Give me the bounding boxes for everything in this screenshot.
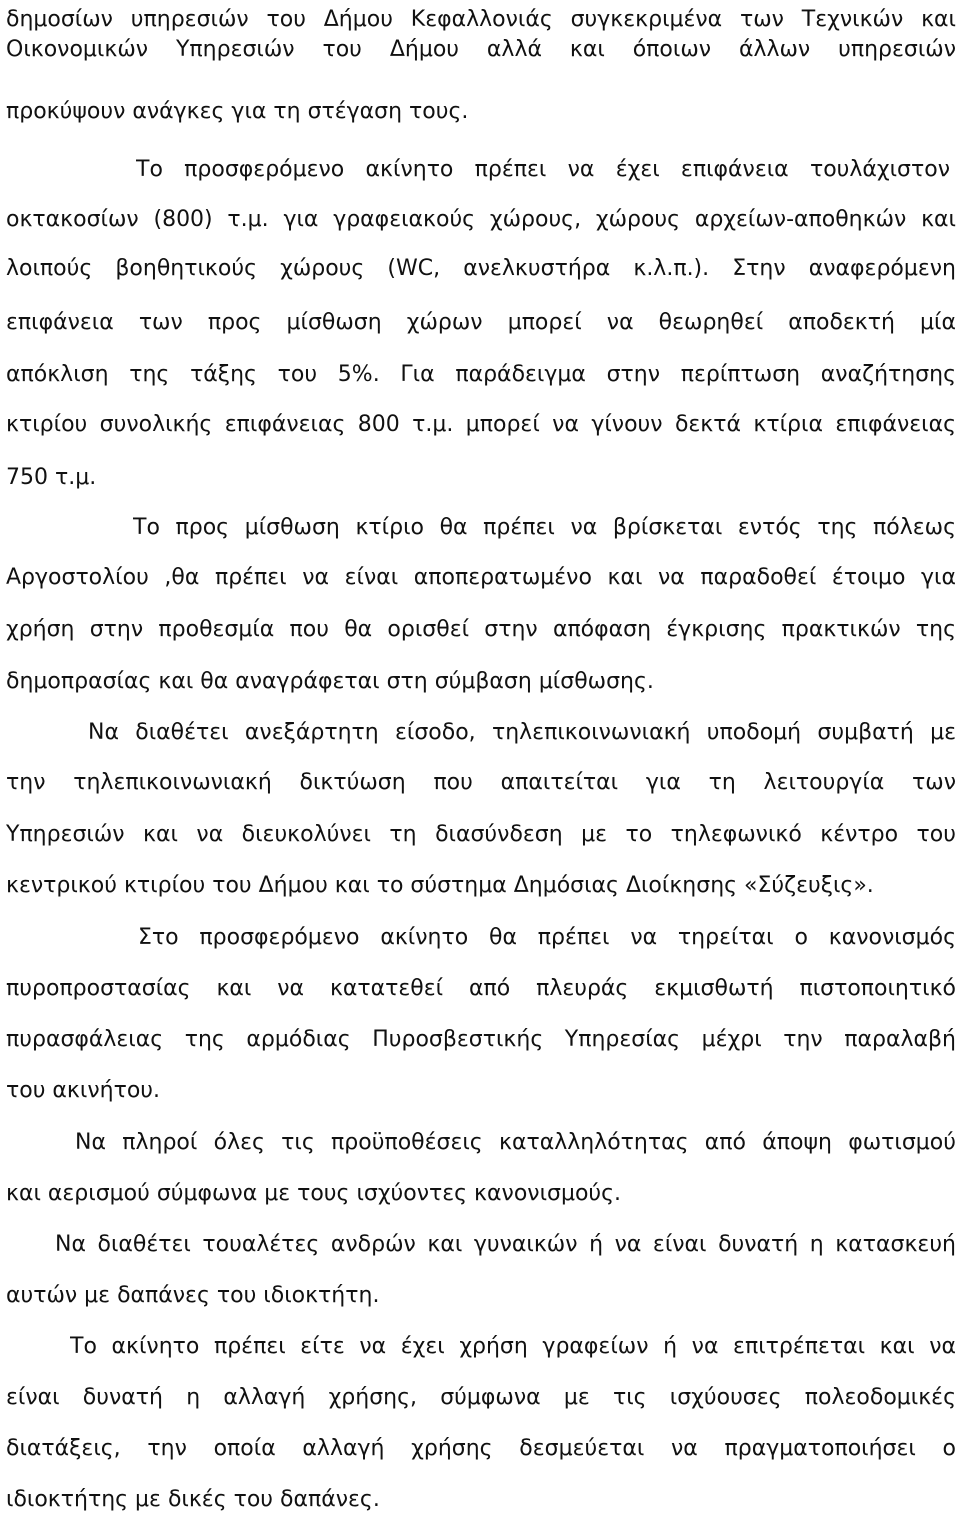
text-line: απόκλιση της τάξης του 5%. Για παράδειγμα στην περίπτωση αναζήτησης [6, 362, 956, 387]
text-line: Υπηρεσιών και να διευκολύνει τη διασύνδεση με το τηλεφωνικό κέντρο του [6, 822, 956, 847]
text-line: Το προς μίσθωση κτίριο θα πρέπει να βρίσκεται εντός της πόλεως [133, 515, 956, 540]
text-line: και αερισμού σύμφωνα με τους ισχύοντες κανονισμούς. [6, 1181, 622, 1206]
text-line: Να πληροί όλες τις προϋποθέσεις καταλληλότητας από άποψη φωτισμού [75, 1130, 956, 1155]
text-line: επιφάνεια των προς μίσθωση χώρων μπορεί να θεωρηθεί αποδεκτή μία [6, 310, 956, 335]
text-line: Το ακίνητο πρέπει είτε να έχει χρήση γραφείων ή να επιτρέπεται και να [70, 1334, 956, 1359]
text-line: κτιρίου συνολικής επιφάνειας 800 τ.μ. μπορεί να γίνουν δεκτά κτίρια επιφάνειας [6, 412, 956, 437]
text-line: Να διαθέτει τουαλέτες ανδρών και γυναικών ή να είναι δυνατή η κατασκευή [55, 1232, 956, 1257]
text-line: δημοπρασίας και θα αναγράφεται στη σύμβαση μίσθωσης. [6, 669, 654, 694]
text-line: Να διαθέτει ανεξάρτητη είσοδο, τηλεπικοινωνιακή υποδομή συμβατή με [88, 720, 956, 745]
text-line: πυρασφάλειας της αρμόδιας Πυροσβεστικής Υπηρεσίας μέχρι την παραλαβή [6, 1027, 956, 1052]
text-line: πυροπροστασίας και να κατατεθεί από πλευράς εκμισθωτή πιστοποιητικό [6, 976, 956, 1001]
text-line: προκύψουν ανάγκες για τη στέγαση τους. [6, 99, 469, 124]
text-line: δημοσίων υπηρεσιών του Δήμου Κεφαλλονιάς συγκεκριμένα των Τεχνικών και [6, 7, 956, 32]
text-line: του ακινήτου. [6, 1078, 160, 1103]
text-line: Αργοστολίου ,θα πρέπει να είναι αποπερατωμένο και να παραδοθεί έτοιμο για [6, 565, 956, 590]
text-line: οκτακοσίων (800) τ.μ. για γραφειακούς χώρους, χώρους αρχείων-αποθηκών και [6, 207, 956, 232]
text-line: διατάξεις, την οποία αλλαγή χρήσης δεσμεύεται να πραγματοποιήσει ο [6, 1436, 956, 1461]
text-line: ιδιοκτήτης με δικές του δαπάνες. [6, 1487, 380, 1512]
text-line: αυτών με δαπάνες του ιδιοκτήτη. [6, 1283, 380, 1308]
text-line: Το προσφερόμενο ακίνητο πρέπει να έχει επιφάνεια τουλάχιστον [136, 157, 950, 182]
text-line: κεντρικού κτιρίου του Δήμου και το σύστημα Δημόσιας Διοίκησης «Σύζευξις». [6, 873, 874, 898]
text-line: Στο προσφερόμενο ακίνητο θα πρέπει να τηρείται ο κανονισμός [138, 925, 956, 950]
text-line: είναι δυνατή η αλλαγή χρήσης, σύμφωνα με τις ισχύουσες πολεοδομικές [6, 1385, 956, 1410]
text-line: την τηλεπικοινωνιακή δικτύωση που απαιτείται για τη λειτουργία των [6, 770, 956, 795]
text-line: χρήση στην προθεσμία που θα ορισθεί στην απόφαση έγκρισης πρακτικών της [6, 617, 956, 642]
text-line: λοιπούς βοηθητικούς χώρους (WC, ανελκυστήρα κ.λ.π.). Στην αναφερόμενη [6, 256, 956, 281]
text-line: 750 τ.μ. [6, 465, 97, 490]
text-line: Οικονομικών Υπηρεσιών του Δήμου αλλά και όποιων άλλων υπηρεσιών [6, 37, 956, 62]
